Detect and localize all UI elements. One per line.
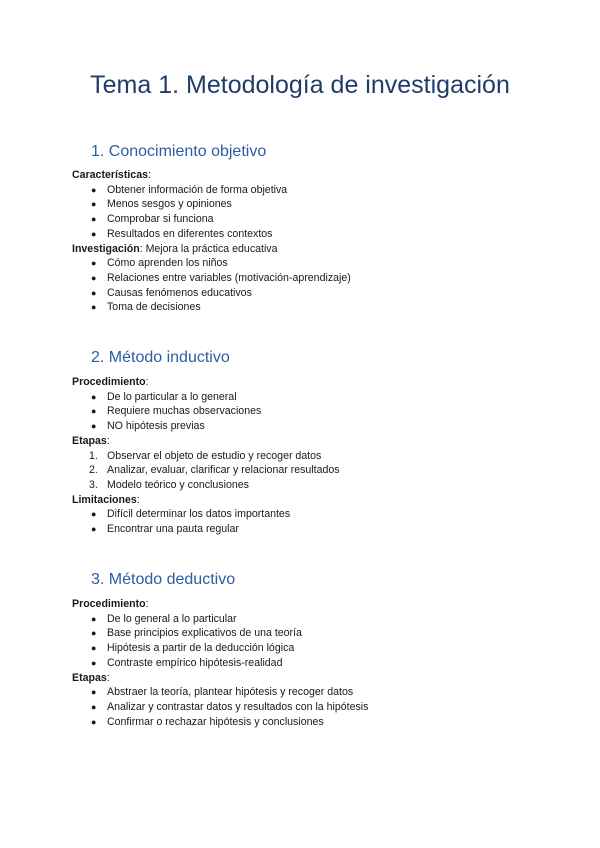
page-title: Tema 1. Metodología de investigación — [90, 71, 510, 99]
bullet-icon: ● — [91, 406, 97, 417]
bullet-icon: ● — [91, 228, 97, 239]
list-number: 2. — [89, 464, 98, 477]
group-label: Procedimiento — [72, 598, 146, 610]
list-item-text: Causas fenómenos educativos — [107, 286, 252, 299]
list-item — [72, 715, 542, 730]
list-item-text: Menos sesgos y opiniones — [107, 198, 232, 211]
list-item-text: Hipótesis a partir de la deducción lógica — [107, 642, 295, 655]
list-item-text: Cómo aprenden los niños — [107, 257, 228, 270]
bullet-icon: ● — [91, 613, 97, 624]
list-item — [72, 183, 542, 198]
list-item — [72, 256, 542, 271]
list-item-text: Analizar, evaluar, clarificar y relacionar resultados — [107, 464, 340, 477]
list-item-text: Confirmar o rechazar hipótesis y conclusiones — [107, 715, 324, 728]
section-heading-metodo-deductivo: 3. Método deductivo — [91, 571, 236, 588]
list-item — [72, 685, 542, 700]
bullet-icon: ● — [91, 509, 97, 520]
list-item — [72, 612, 542, 627]
list-item-text: Requiere muchas observaciones — [107, 405, 262, 418]
bullet-list — [72, 685, 542, 729]
group-label: Etapas — [72, 671, 107, 684]
bullet-list — [72, 256, 542, 315]
group-label-suffix: : — [106, 671, 110, 684]
group-label-line — [72, 493, 542, 508]
list-number: 3. — [89, 478, 98, 491]
list-item — [72, 300, 542, 315]
bullet-icon: ● — [91, 628, 97, 639]
bullet-list — [72, 390, 542, 434]
bullet-icon: ● — [91, 184, 97, 195]
list-item — [72, 286, 542, 301]
group-label-line — [72, 671, 542, 686]
bullet-icon: ● — [91, 687, 97, 698]
list-item — [72, 626, 542, 641]
list-number: 1. — [89, 449, 98, 462]
bullet-icon: ● — [91, 391, 97, 402]
bullet-icon: ● — [91, 302, 97, 313]
group-label: Limitaciones — [72, 493, 137, 506]
group-label-suffix: : Mejora la práctica educativa — [139, 242, 278, 255]
bullet-list — [72, 612, 542, 671]
list-item — [72, 700, 542, 715]
list-item-text: Difícil determinar los datos importantes — [107, 508, 291, 521]
section-heading-conocimiento-objetivo: 1. Conocimiento objetivo — [91, 143, 267, 160]
section-heading-metodo-inductivo: 2. Método inductivo — [91, 349, 230, 366]
bullet-icon: ● — [91, 657, 97, 668]
bullet-icon: ● — [91, 524, 97, 535]
group-label-suffix: : — [106, 434, 110, 447]
bullet-icon: ● — [91, 287, 97, 298]
bullet-icon: ● — [91, 421, 97, 432]
list-item — [72, 478, 542, 493]
list-item — [72, 656, 542, 671]
list-item — [72, 212, 542, 227]
group-label-suffix: : — [147, 169, 151, 181]
bullet-icon: ● — [91, 643, 97, 654]
group-label-line — [72, 168, 542, 183]
list-item-text: Base principios explicativos de una teoría — [107, 627, 302, 640]
list-item — [72, 507, 542, 522]
list-item-text: Toma de decisiones — [107, 301, 201, 314]
group-label: Investigación — [72, 242, 140, 255]
bullet-icon: ● — [91, 716, 97, 727]
list-item — [72, 419, 542, 434]
list-item — [72, 463, 542, 478]
list-item-text: De lo general a lo particular — [107, 612, 237, 625]
bullet-icon: ● — [91, 199, 97, 210]
section-body-metodo-deductivo — [72, 597, 542, 729]
list-item-text: Encontrar una pauta regular — [107, 523, 239, 536]
list-item-text: Relaciones entre variables (motivación-aprendizaje) — [107, 271, 351, 284]
group-label: Etapas — [72, 434, 107, 447]
list-item-text: NO hipótesis previas — [107, 420, 205, 433]
list-item-text: Contraste empírico hipótesis-realidad — [107, 656, 283, 669]
list-item — [72, 271, 542, 286]
section-body-metodo-inductivo — [72, 375, 542, 537]
list-item-text: Obtener información de forma objetiva — [107, 183, 288, 196]
list-item — [72, 197, 542, 212]
list-item-text: Resultados en diferentes contextos — [107, 227, 273, 240]
bullet-list — [72, 183, 542, 242]
group-label-suffix: : — [145, 598, 149, 610]
bullet-icon: ● — [91, 272, 97, 283]
bullet-icon: ● — [91, 214, 97, 225]
group-label: Características — [72, 169, 148, 181]
list-item-text: Abstraer la teoría, plantear hipótesis y recoger datos — [107, 686, 354, 699]
list-item — [72, 227, 542, 242]
list-item — [72, 522, 542, 537]
list-item — [72, 641, 542, 656]
group-label-line — [72, 375, 542, 390]
group-label-line — [72, 242, 542, 257]
list-item — [72, 390, 542, 405]
list-item — [72, 404, 542, 419]
group-label-line — [72, 597, 542, 612]
list-item — [72, 449, 542, 464]
section-body-conocimiento-objetivo — [72, 168, 542, 315]
list-item-text: Modelo teórico y conclusiones — [107, 478, 249, 491]
bullet-icon: ● — [91, 258, 97, 269]
bullet-list — [72, 507, 542, 536]
numbered-list — [72, 449, 542, 493]
group-label-suffix: : — [145, 376, 149, 388]
list-item-text: Comprobar si funciona — [107, 213, 214, 226]
list-item-text: De lo particular a lo general — [107, 390, 237, 403]
group-label-line — [72, 434, 542, 449]
group-label: Procedimiento — [72, 376, 146, 388]
list-item-text: Analizar y contrastar datos y resultados con la hipótesis — [107, 700, 369, 713]
bullet-icon: ● — [91, 701, 97, 712]
group-label-suffix: : — [136, 493, 140, 506]
list-item-text: Observar el objeto de estudio y recoger datos — [107, 449, 322, 462]
